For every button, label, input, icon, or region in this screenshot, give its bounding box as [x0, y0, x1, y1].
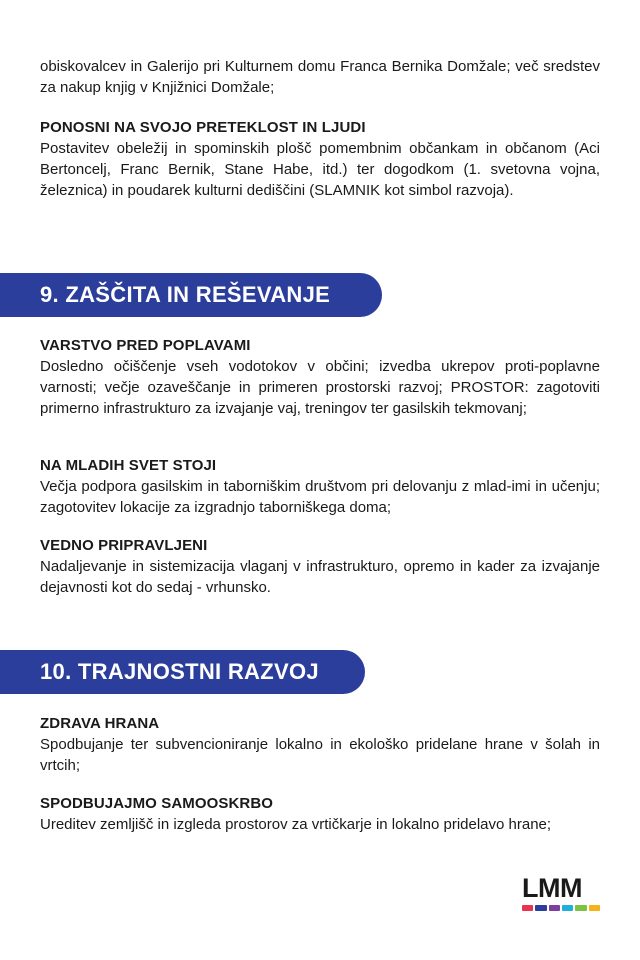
- section-banner-10: [0, 650, 365, 694]
- item-ponosni: [40, 118, 600, 201]
- item-paragraph: Postavitev obeležij in spominskih plošč pomembnim občankam in občanom (Aci Bertoncelj, Franc Bernik, Stane Habe, itd.) ter dogodkom (1. svetovna vojna, železnica) in poudarek kulturni dediščini (SLAMNIK kot simbol razvoja).: [40, 140, 600, 199]
- item-paragraph: Spodbujanje ter subvencioniranje lokalno in ekološko pridelane hrane v šolah in vrtcih;: [40, 736, 600, 774]
- logo-bar: [549, 905, 560, 911]
- logo-bar: [522, 905, 533, 911]
- item-heading: VEDNO PRIPRAVLJENI: [40, 537, 208, 554]
- item-zdrava-hrana: [40, 714, 600, 776]
- item-heading: VARSTVO PRED POPLAVAMI: [40, 337, 251, 354]
- item-heading: ZDRAVA HRANA: [40, 715, 160, 732]
- logo-bar: [589, 905, 600, 911]
- item-paragraph: Nadaljevanje in sistemizacija vlaganj v infrastrukturo, opremo in kader za izvajanje dejavnosti kot do sedaj - vrhunsko.: [40, 558, 600, 596]
- logo-color-bars: [522, 905, 600, 911]
- section-banner-9: [0, 273, 382, 317]
- section-title: 10. TRAJNOSTNI RAZVOJ: [40, 659, 319, 684]
- section-title: 9. ZAŠČITA IN REŠEVANJE: [40, 282, 331, 307]
- item-varstvo: [40, 336, 600, 419]
- item-heading: PONOSNI NA SVOJO PRETEKLOST IN LJUDI: [40, 119, 366, 136]
- intro-paragraph: obiskovalcev in Galerijo pri Kulturnem domu Franca Bernika Domžale; več sredstev za nakup knjig v Knjižnici Domžale;: [40, 58, 600, 96]
- intro-block: [40, 56, 600, 98]
- item-na-mladih: [40, 456, 600, 518]
- lmm-logo: [522, 874, 600, 914]
- item-samooskrba: [40, 794, 600, 835]
- item-vedno: [40, 536, 600, 598]
- logo-bar: [562, 905, 573, 911]
- item-paragraph: Ureditev zemljišč in izgleda prostorov za vrtičkarje in lokalno pridelavo hrane;: [40, 816, 552, 833]
- item-paragraph: Dosledno očiščenje vseh vodotokov v občini; izvedba ukrepov proti-poplavne varnosti; večje ozaveščanje in primeren prostorski razvoj; PROSTOR: zagotoviti primerno infrastrukturo za izvajanje vaj, treningov ter gasilskih tekmovanj;: [40, 358, 600, 417]
- logo-text: LMM: [522, 873, 582, 903]
- item-heading: SPODBUJAJMO SAMOOSKRBO: [40, 795, 274, 812]
- item-paragraph: Večja podpora gasilskim in taborniškim društvom pri delovanju z mlad-imi in učenju; zagotovitev lokacije za izgradnjo taborniškega doma;: [40, 478, 600, 516]
- item-heading: NA MLADIH SVET STOJI: [40, 457, 217, 474]
- logo-bar: [575, 905, 586, 911]
- logo-bar: [535, 905, 546, 911]
